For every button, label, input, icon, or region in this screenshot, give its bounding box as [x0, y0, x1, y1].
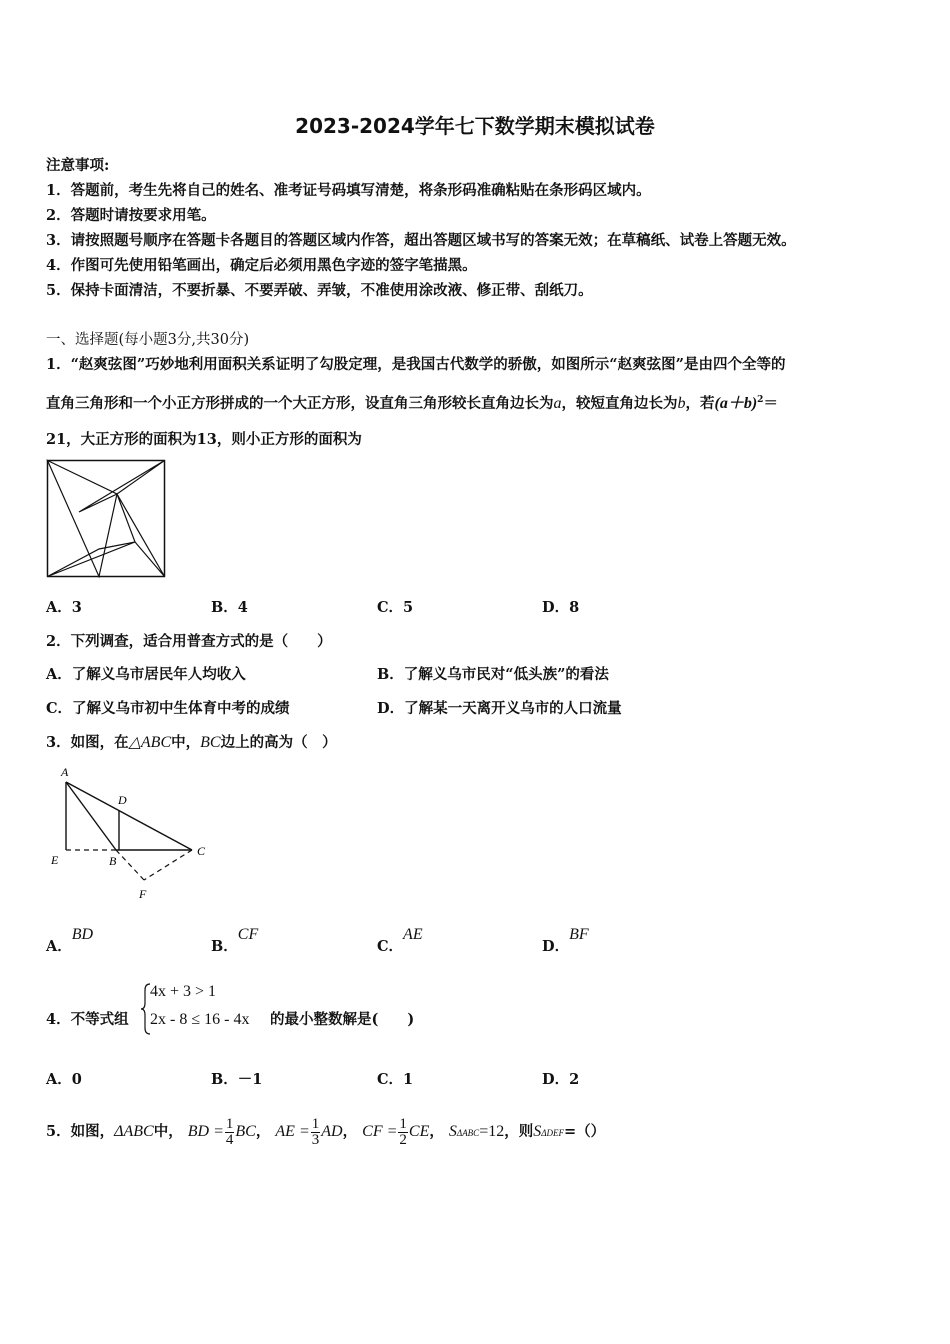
- q1-text: ，若: [685, 395, 715, 412]
- frac-num: 1: [311, 1115, 320, 1132]
- label-e: E: [51, 853, 59, 867]
- q5-s-sub: ΔDEF: [541, 1128, 564, 1138]
- q1-stem-line2: [46, 390, 778, 413]
- q5-s-val: =12: [479, 1123, 505, 1140]
- label-d: D: [118, 793, 127, 807]
- q5-ae: AE =: [275, 1123, 310, 1140]
- q5-text: ，则: [504, 1123, 534, 1140]
- q3-option-d: [542, 926, 589, 956]
- label-c: C: [197, 844, 206, 858]
- frac-num: 1: [399, 1115, 407, 1132]
- option-letter: A．: [46, 938, 72, 955]
- q1-var-a: a: [553, 395, 562, 412]
- label-a: A: [61, 765, 69, 779]
- section-heading: 一、选择题(每小题3分,共30分): [46, 332, 250, 348]
- q5-bc: BC: [235, 1123, 256, 1140]
- option-value: BF: [569, 926, 589, 943]
- notice-item: 4．作图可先使用铅笔画出，确定后必须用黑色字迹的签字笔描黑。: [46, 257, 477, 274]
- option-value: AE: [403, 926, 423, 943]
- q3-bc: BC: [200, 734, 221, 751]
- q3-text: 中，: [171, 734, 201, 751]
- q4-ineq-2: 2x - 8 ≤ 16 - 4x: [150, 1011, 250, 1028]
- q2-option-a: A．了解义乌市居民年人均收入: [46, 666, 246, 683]
- q3-stem: [46, 731, 337, 752]
- option-letter: B．: [211, 938, 238, 955]
- q5-text: 中，: [153, 1123, 183, 1140]
- q1-text: 直角三角形和一个小正方形拼成的一个大正方形，设直角三角形较长直角边长为: [46, 395, 554, 412]
- q1-eq: ＝: [763, 395, 778, 412]
- q1-stem-line1: 1．“赵爽弦图”巧妙地利用面积关系证明了勾股定理，是我国古代数学的骄傲，如图所示“赵爽弦图”是由四个全等的: [46, 356, 786, 373]
- q4-pre: 4．不等式组: [46, 1011, 129, 1028]
- q1-text: ，较短直角边长为: [561, 395, 678, 412]
- q5-s: S: [533, 1123, 542, 1140]
- q4-post: 的最小整数解是( ): [270, 1011, 415, 1028]
- q5-triangle: ΔABC: [114, 1123, 154, 1140]
- q4-option-a: A．0: [46, 1071, 82, 1088]
- comma: ，: [342, 1123, 358, 1140]
- q3-text: 3．如图，在: [46, 734, 129, 751]
- label-f: F: [139, 887, 147, 901]
- q1-var-b: b: [677, 395, 686, 412]
- frac-den: 3: [311, 1131, 320, 1148]
- q5-ce: CE: [408, 1123, 430, 1140]
- q5-tail: =（）: [564, 1123, 606, 1140]
- notice-heading: 注意事项:: [46, 157, 110, 174]
- option-letter: C．: [377, 938, 404, 955]
- q2-option-c: C．了解义乌市初中生体育中考的成绩: [46, 700, 290, 717]
- option-value: CF: [237, 926, 259, 943]
- q3-option-b: [211, 926, 259, 956]
- q3-triangle: △ABC: [128, 734, 172, 751]
- q2-option-b: B．了解义乌市民对“低头族”的看法: [377, 666, 609, 683]
- triangle-figure: [46, 760, 226, 906]
- option-value: BD: [71, 926, 94, 943]
- q2-option-d: D．了解某一天离开义乌市的人口流量: [377, 700, 622, 717]
- comma: ，: [429, 1123, 444, 1140]
- notice-item: 3．请按照题号顺序在答题卡各题目的答题区域内作答，超出答题区域书写的答案无效；在草稿纸、试卷上答题无效。: [46, 232, 796, 249]
- q1-stem-line3: 21，大正方形的面积为13，则小正方形的面积为: [46, 431, 362, 448]
- frac-num: 1: [225, 1115, 234, 1132]
- q1-option-c: C．5: [377, 599, 414, 616]
- page-title: 2023-2024学年七下数学期末模拟试卷: [295, 114, 655, 138]
- frac-den: 2: [399, 1131, 407, 1148]
- fraction-1-4: [225, 1117, 235, 1148]
- q5-cf: CF =: [362, 1123, 398, 1140]
- q4-option-d: D．2: [542, 1071, 580, 1088]
- q1-option-a: A．3: [46, 599, 82, 616]
- label-b: B: [109, 854, 117, 868]
- notice-item: 5．保持卡面清洁，不要折暴、不要弄破、弄皱，不准使用涂改液、修正带、刮纸刀。: [46, 282, 593, 299]
- q4-option-b: B．－1: [211, 1071, 263, 1088]
- fraction-1-2: [398, 1117, 408, 1148]
- option-letter: D．: [542, 938, 570, 955]
- q5-ad: AD: [321, 1123, 343, 1140]
- q5-bd: BD =: [187, 1123, 224, 1140]
- q5-s-sub: ΔABC: [456, 1128, 480, 1138]
- q2-stem: 2．下列调查，适合用普查方式的是（ ）: [46, 633, 332, 650]
- q5-text: 5．如图，: [46, 1123, 115, 1140]
- frac-den: 4: [225, 1131, 234, 1148]
- q3-text: 边上的高为（ ）: [220, 734, 337, 751]
- q1-exp: 2: [757, 395, 764, 406]
- comma: ，: [255, 1123, 271, 1140]
- q3-option-c: [377, 926, 423, 956]
- q4-option-c: C．1: [377, 1071, 414, 1088]
- q5-s: S: [448, 1123, 457, 1140]
- q1-option-b: B．4: [211, 599, 248, 616]
- q1-expr: (a＋b): [714, 395, 758, 412]
- zhao-shuang-figure: [46, 459, 168, 579]
- q1-option-d: D．8: [542, 599, 580, 616]
- q5-stem: [46, 1102, 605, 1163]
- q3-option-a: [46, 926, 94, 956]
- notice-item: 2．答题时请按要求用笔。: [46, 207, 216, 224]
- q4-ineq-1: 4x + 3 > 1: [150, 983, 217, 1000]
- fraction-1-3: [311, 1117, 321, 1148]
- notice-item: 1．答题前，考生先将自己的姓名、准考证号码填写清楚，将条形码准确粘贴在条形码区域内。: [46, 182, 651, 199]
